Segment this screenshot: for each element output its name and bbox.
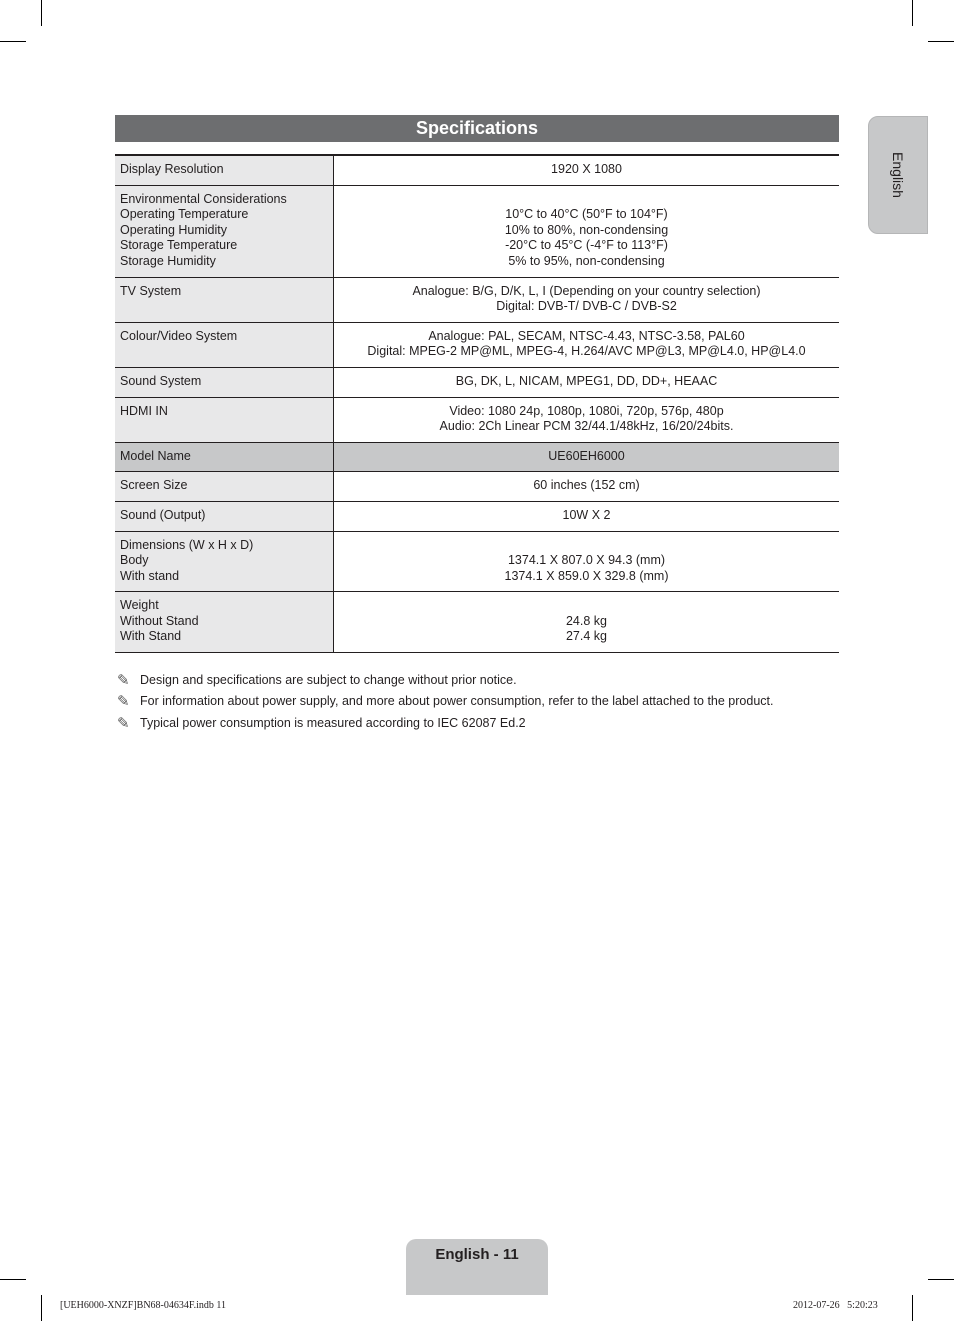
crop-mark	[0, 41, 26, 42]
page-number-tab	[406, 1239, 548, 1295]
spec-label-line: Colour/Video System	[120, 328, 238, 343]
spec-value-line: Analogue: PAL, SECAM, NTSC-4.43, NTSC-3.58, PAL60	[428, 328, 745, 343]
crop-mark	[928, 41, 954, 42]
spec-label-line: Model Name	[120, 448, 191, 463]
spec-value-line: Video: 1080 24p, 1080p, 1080i, 720p, 576p, 480p	[449, 403, 724, 418]
spec-label-line: Storage Temperature	[120, 238, 238, 253]
spec-label-line: Display Resolution	[120, 162, 224, 176]
spec-value-line: 10W X 2	[562, 507, 611, 522]
crop-mark	[912, 0, 913, 26]
spec-value	[334, 277, 840, 322]
spec-value	[334, 531, 840, 592]
spec-value-line: -20°C to 45°C (-4°F to 113°F)	[505, 238, 668, 253]
spec-value-line: Digital: DVB-T/ DVB-C / DVB-S2	[496, 299, 677, 314]
spec-label-line: TV System	[120, 283, 182, 298]
crop-mark	[928, 1279, 954, 1280]
spec-row	[115, 185, 839, 277]
spec-label	[115, 367, 334, 397]
spec-value-line: 10% to 80%, non-condensing	[504, 222, 669, 237]
spec-value-line: 10°C to 40°C (50°F to 104°F)	[505, 207, 668, 222]
crop-mark	[41, 1295, 42, 1321]
print-slug-timestamp: 2012-07-26 5:20:23	[793, 1300, 878, 1311]
note-text: For information about power supply, and more about power consumption, refer to the label attached to the product.	[140, 694, 774, 709]
spec-value-line: 24.8 kg	[565, 613, 607, 628]
note-item	[117, 691, 847, 713]
spec-label	[115, 592, 334, 653]
spec-row	[115, 501, 839, 531]
spec-row	[115, 531, 839, 592]
spec-label	[115, 442, 334, 472]
spec-label-line: Screen Size	[120, 478, 188, 493]
spec-value-line: UE60EH6000	[548, 448, 625, 463]
spec-label	[115, 472, 334, 502]
pencil-icon: ✎	[117, 693, 130, 711]
spec-value	[334, 322, 840, 367]
pencil-icon: ✎	[117, 671, 130, 689]
crop-mark	[912, 1295, 913, 1321]
language-side-tab	[868, 116, 928, 234]
note-text: Design and specifications are subject to change without prior notice.	[140, 672, 517, 687]
spec-label-line: Environmental Considerations	[120, 191, 287, 206]
spec-value-line: 5% to 95%, non-condensing	[508, 253, 665, 268]
spec-label-line: Sound System	[120, 373, 202, 388]
spec-value	[334, 501, 840, 531]
pencil-icon: ✎	[117, 714, 130, 732]
spec-value-line: Analogue: B/G, D/K, L, I (Depending on your country selection)	[412, 283, 761, 298]
spec-label	[115, 397, 334, 442]
note-item	[117, 712, 847, 734]
crop-mark	[41, 0, 42, 26]
spec-value	[334, 367, 840, 397]
note-text: Typical power consumption is measured according to IEC 62087 Ed.2	[140, 715, 526, 730]
spec-label	[115, 155, 334, 185]
spec-value-line: BG, DK, L, NICAM, MPEG1, DD, DD+, HEAAC	[455, 373, 718, 388]
spec-label-line: HDMI IN	[120, 403, 168, 418]
spec-label-line: Body	[120, 553, 149, 568]
spec-label	[115, 531, 334, 592]
spec-value	[334, 397, 840, 442]
spec-value-line: 1374.1 X 807.0 X 94.3 (mm)	[507, 553, 666, 568]
spec-table	[115, 154, 839, 653]
spec-row	[115, 472, 839, 502]
note-item	[117, 669, 847, 691]
spec-row	[115, 592, 839, 653]
spec-label	[115, 185, 334, 277]
spec-value	[334, 592, 840, 653]
spec-value-line: 60 inches (152 cm)	[533, 478, 640, 493]
page-number: English - 11	[435, 1246, 519, 1263]
spec-value	[334, 185, 840, 277]
spec-value-line: Audio: 2Ch Linear PCM 32/44.1/48kHz, 16/20/24bits.	[439, 419, 734, 434]
spec-value-line: 27.4 kg	[565, 629, 607, 644]
notes-list	[117, 669, 847, 734]
section-title: Specifications	[115, 115, 839, 142]
spec-label	[115, 277, 334, 322]
crop-mark	[0, 1279, 26, 1280]
spec-label	[115, 501, 334, 531]
spec-value-line: Digital: MPEG-2 MP@ML, MPEG-4, H.264/AVC MP@L3, MP@L4.0, HP@L4.0	[367, 344, 806, 359]
spec-row	[115, 442, 839, 472]
spec-row	[115, 397, 839, 442]
spec-label-line: Without Stand	[120, 613, 199, 628]
spec-label-line: Operating Humidity	[120, 222, 227, 237]
spec-label-line: Weight	[120, 598, 159, 613]
spec-row	[115, 277, 839, 322]
spec-label-line: With stand	[120, 568, 180, 583]
spec-row	[115, 367, 839, 397]
spec-label-line: Storage Humidity	[120, 253, 216, 268]
spec-value	[334, 472, 840, 502]
spec-label-line: Dimensions (W x H x D)	[120, 537, 254, 552]
language-label: English	[890, 152, 906, 198]
spec-label	[115, 322, 334, 367]
spec-label-line: With Stand	[120, 629, 182, 644]
spec-value-line: 1374.1 X 859.0 X 329.8 (mm)	[504, 568, 669, 583]
spec-row	[115, 322, 839, 367]
spec-value-line: 1920 X 1080	[551, 162, 622, 176]
spec-label-line: Operating Temperature	[120, 207, 249, 222]
spec-label-line: Sound (Output)	[120, 507, 206, 522]
print-slug-file: [UEH6000-XNZF]BN68-04634F.indb 11	[60, 1300, 227, 1311]
spec-value	[334, 442, 840, 472]
spec-row	[115, 155, 839, 185]
spec-value	[334, 155, 840, 185]
